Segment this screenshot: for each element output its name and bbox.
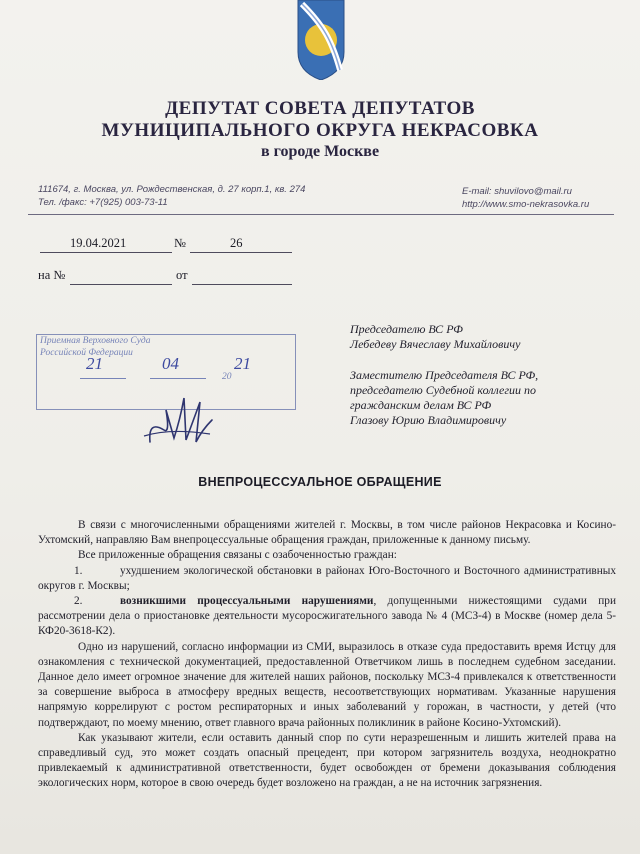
document-title: ВНЕПРОЦЕССУАЛЬНОЕ ОБРАЩЕНИЕ (198, 475, 442, 489)
list-item-2 (38, 594, 616, 640)
list-item-1-text: ухудшением экологической обстановки в районах Юго-Восточного и Восточного административных округов г. Москвы; (38, 564, 616, 592)
number-underline (190, 252, 292, 253)
date-underline (40, 252, 172, 253)
stamp-line1: Приемная Верховного Суда (40, 336, 151, 346)
list-item-1 (38, 564, 616, 594)
header-divider (28, 214, 614, 215)
header-site: http://www.smo-nekrasovka.ru (462, 199, 590, 210)
from-label: от (176, 268, 188, 282)
ref-underline (70, 284, 172, 285)
header-phone: Тел. /факс: +7(925) 003-73-11 (38, 197, 168, 208)
ref-label: на № (38, 268, 66, 282)
addressee-1-line: Лебедеву Вячеславу Михайловичу (350, 337, 521, 351)
list-item-2-text: , допущенными нижестоящими судами при рассмотрении дела о приостановке деятельности мусоросжигательного завода № 4 (МСЗ-4) в Москве (номер дела 5-КФ20-3618-К2). (38, 595, 616, 638)
stamp-day-line (80, 378, 126, 379)
body-paragraph-2: Все приложенные обращения связаны с озабоченностью граждан: (78, 549, 397, 562)
addressee-2 (350, 368, 538, 428)
stamp-month-line (150, 378, 206, 379)
number-label: № (174, 236, 186, 250)
from-underline (192, 284, 292, 285)
body-paragraph-4: Как указывают жители, если оставить данный спор по сути неразрешенным и лишить жителей права на справедливый суд, это может создать опасный прецедент, при котором загрязнитель воздуха, неоднократно привлекаемый к административной ответственности, будет освобожден от бремени доказывания соблюдения экологических норм, которое в свою очередь будет возложено на граждан, а не на источник загрязнения. (38, 731, 616, 790)
letter-number: 26 (230, 236, 243, 250)
header-email: E-mail: shuvilovo@mail.ru (462, 186, 572, 197)
stamp-year: 21 (234, 354, 251, 373)
list-item-2-bold: возникшими процессуальными нарушениями (120, 595, 374, 608)
body-paragraph-3: Одно из нарушений, согласно информации из СМИ, выразилось в отказе суда предоставить время Истцу для ознакомления с технической документацией, предоставленной Ответчиком лишь в последнем судебном заседании. Данное дело имеет огромное значение для жителей наших районов, поскольку МСЗ-4 привлекался к ответственности за совершение выброса в атмосферу вредных веществ, несоответствующих нормативам. Указанные нарушения напрямую коррелируют с ростом респираторных и иных заболеваний у горожан, в частности, у детей (что подтверждают, по моему мнению, ответ главного врача районных поликлиник в районе Косино-Ухтомский). (38, 640, 616, 729)
addressee-2-line: гражданским делам ВС РФ (350, 398, 492, 412)
addressee-1 (350, 322, 520, 352)
addressee-2-line: Глазову Юрию Владимировичу (350, 413, 507, 427)
letter-body (38, 518, 616, 792)
stamp-year-prefix: 20 (222, 372, 232, 382)
letter-date: 19.04.2021 (70, 236, 127, 250)
list-item-2-number: 2. (74, 595, 83, 608)
coat-of-arms-icon (296, 0, 346, 80)
header-title-line1: ДЕПУТАТ СОВЕТА ДЕПУТАТОВ (165, 98, 475, 119)
list-item-1-number: 1. (74, 564, 83, 577)
stamp-month: 04 (162, 354, 179, 373)
header-title-line3: в городе Москве (260, 143, 380, 160)
header-title-line2: МУНИЦИПАЛЬНОГО ОКРУГА НЕКРАСОВКА (101, 120, 539, 141)
header-address: 111674, г. Москва, ул. Рождественская, д. 27 корп.1, кв. 274 (38, 184, 306, 195)
addressee-2-line: Заместителю Председателя ВС РФ, (350, 368, 539, 382)
addressee-2-line: председателю Судебной коллегии по (350, 383, 537, 397)
signature-icon (140, 390, 230, 450)
stamp-line2: Российской Федерации (40, 348, 133, 358)
addressee-1-line: Председателю ВС РФ (350, 322, 463, 336)
stamp-day: 21 (86, 354, 103, 373)
body-paragraph-1: В связи с многочисленными обращениями жителей г. Москвы, в том числе районов Некрасовка и Косино-Ухтомский, направляю Вам внепроцессуальные обращения граждан, приложенные к данному письму. (38, 519, 616, 547)
